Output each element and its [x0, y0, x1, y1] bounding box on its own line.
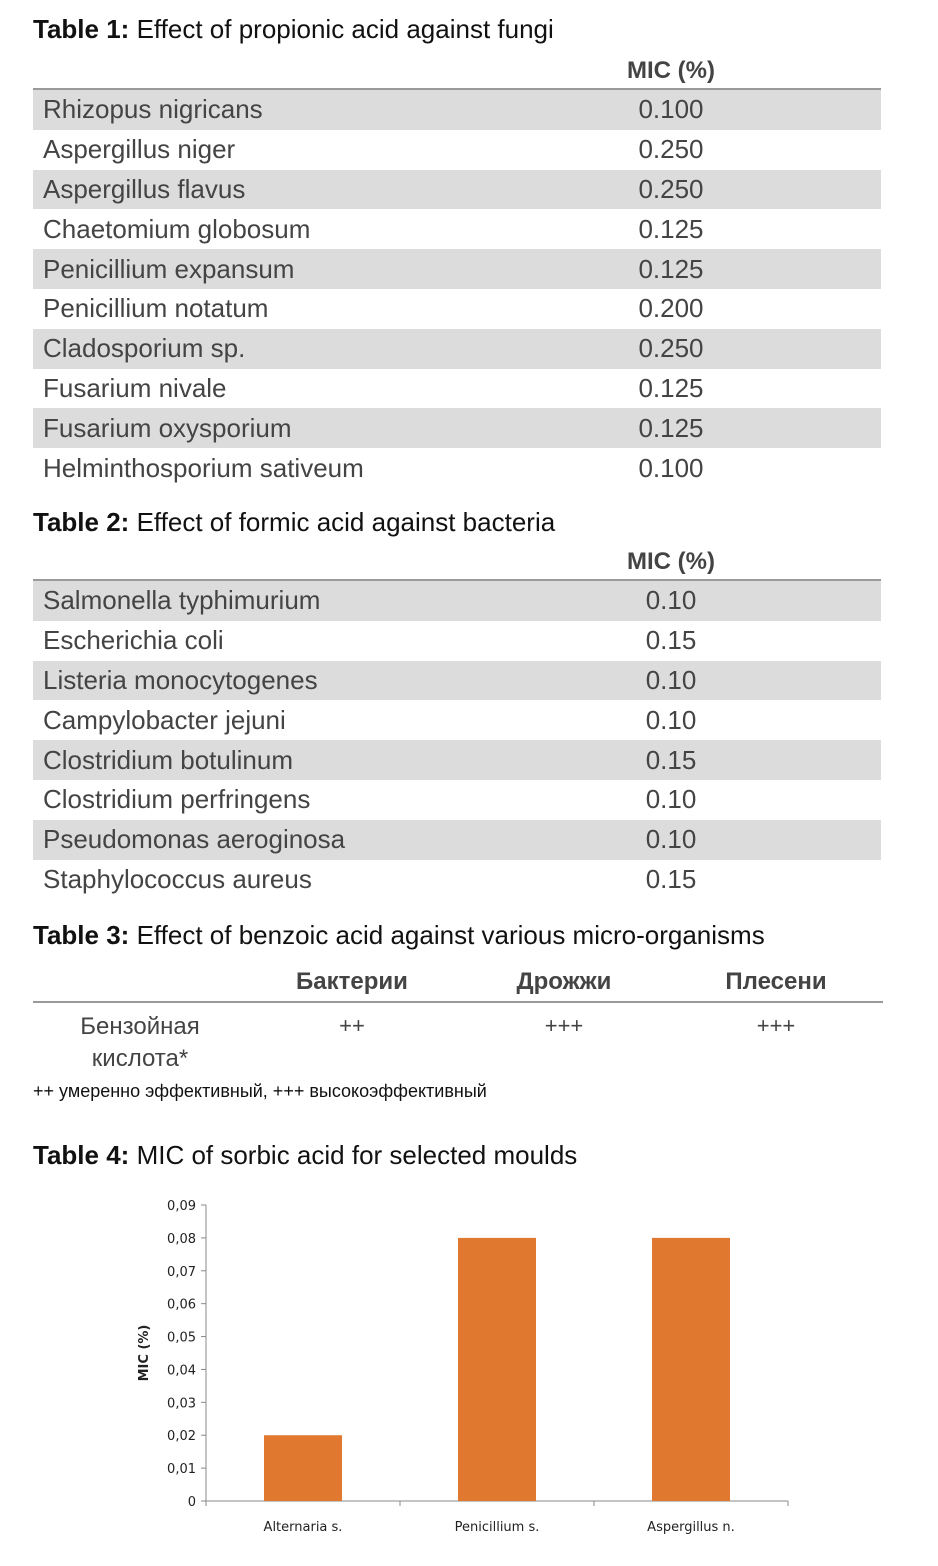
- row-value: 0.100: [638, 94, 704, 125]
- row-value: 0.125: [638, 372, 704, 403]
- y-tick-label: 0,04: [167, 1363, 196, 1379]
- table3-rule: [33, 1001, 883, 1003]
- table2-label: Table 2:: [33, 507, 130, 537]
- row-value: 0.125: [638, 213, 704, 244]
- row-name: Aspergillus niger: [43, 134, 236, 165]
- row-value: 0.15: [645, 863, 697, 894]
- y-tick-label: 0,01: [167, 1462, 196, 1478]
- table-row: [33, 170, 881, 210]
- y-tick-label: 0,05: [167, 1330, 196, 1346]
- row-name: Penicillium expansum: [43, 253, 295, 284]
- table1: [33, 88, 881, 488]
- row-value: 0.100: [638, 452, 704, 483]
- row-value: 0.125: [638, 412, 704, 443]
- table-row: [33, 130, 881, 170]
- row-value: 0.15: [645, 744, 697, 775]
- table-row: [33, 209, 881, 249]
- table-row: [33, 249, 881, 289]
- table-row: [33, 621, 881, 661]
- table3-col-moulds: Плесени: [725, 968, 827, 995]
- table3-title: [33, 920, 765, 950]
- table3-row-name-line2: кислота*: [91, 1045, 189, 1072]
- table2-caption: Effect of formic acid against bacteria: [136, 507, 556, 537]
- y-tick-label: 0,06: [167, 1297, 196, 1313]
- table2-title: [33, 507, 555, 537]
- x-tick-label: Aspergillus n.: [647, 1520, 735, 1535]
- table4-label: Table 4:: [33, 1140, 130, 1170]
- table-row: [33, 581, 881, 621]
- table4-title: [33, 1140, 577, 1170]
- table3-caption: Effect of benzoic acid against various micro-organisms: [136, 920, 765, 950]
- table3-col-bacteria: Бактерии: [296, 968, 408, 995]
- row-name: Salmonella typhimurium: [43, 585, 321, 616]
- y-axis-label: MIC (%): [137, 1324, 152, 1382]
- table-row: [33, 700, 881, 740]
- y-tick-label: 0,03: [167, 1396, 196, 1412]
- row-name: Fusarium oxysporium: [43, 412, 292, 443]
- row-name: Rhizopus nigricans: [43, 94, 263, 125]
- row-value: 0.125: [638, 253, 704, 284]
- row-name: Campylobacter jejuni: [43, 704, 286, 735]
- table2-column-header: MIC (%): [627, 548, 715, 575]
- table4-caption: MIC of sorbic acid for selected moulds: [136, 1140, 578, 1170]
- y-tick-label: 0,08: [167, 1231, 196, 1247]
- table-row: [33, 369, 881, 409]
- sorbic-acid-bar-chart: [0, 1185, 938, 1555]
- row-value: 0.10: [645, 824, 697, 855]
- table2: [33, 579, 881, 899]
- table3-row-name-line1: Бензойная: [80, 1013, 200, 1040]
- table1-label: Table 1:: [33, 14, 130, 44]
- table3-col-yeast: Дрожжи: [516, 968, 612, 995]
- row-value: 0.200: [638, 293, 704, 324]
- row-name: Listeria monocytogenes: [43, 664, 318, 695]
- bar-penicillium-s: [458, 1238, 536, 1501]
- table3-label: Table 3:: [33, 920, 130, 950]
- row-name: Chaetomium globosum: [43, 213, 311, 244]
- table3-value-bacteria: ++: [339, 1013, 365, 1038]
- bar-alternaria-s: [264, 1435, 342, 1501]
- row-name: Helminthosporium sativeum: [43, 452, 364, 483]
- row-value: 0.10: [645, 784, 697, 815]
- table-row: [33, 448, 881, 488]
- table-row: [33, 329, 881, 369]
- table-row: [33, 740, 881, 780]
- row-value: 0.10: [645, 664, 697, 695]
- row-value: 0.250: [638, 173, 704, 204]
- bar-aspergillus-n: [652, 1238, 730, 1501]
- row-value: 0.10: [645, 704, 697, 735]
- table1-column-header: MIC (%): [627, 57, 715, 84]
- row-name: Cladosporium sp.: [43, 333, 246, 364]
- row-name: Clostridium perfringens: [43, 784, 311, 815]
- row-value: 0.250: [638, 333, 704, 364]
- row-name: Staphylococcus aureus: [43, 863, 312, 894]
- table-row: [33, 661, 881, 701]
- table3-value-moulds: +++: [756, 1013, 796, 1038]
- row-value: 0.10: [645, 585, 697, 616]
- row-value: 0.15: [645, 625, 697, 656]
- y-tick-label: 0,02: [167, 1429, 196, 1445]
- y-tick-label: 0: [187, 1495, 196, 1510]
- table3-value-yeast: +++: [544, 1013, 584, 1038]
- row-name: Clostridium botulinum: [43, 744, 293, 775]
- row-name: Fusarium nivale: [43, 372, 227, 403]
- table1-body: [33, 90, 881, 488]
- row-value: 0.250: [638, 134, 704, 165]
- table-row: [33, 860, 881, 900]
- table-row: [33, 90, 881, 130]
- x-tick-label: Alternaria s.: [263, 1520, 343, 1535]
- table-row: [33, 408, 881, 448]
- table-row: [33, 820, 881, 860]
- table-row: [33, 289, 881, 329]
- table3-footnote: ++ умеренно эффективный, +++ высокоэффективный: [33, 1081, 487, 1101]
- row-name: Escherichia coli: [43, 625, 224, 656]
- row-name: Pseudomonas aeroginosa: [43, 824, 346, 855]
- x-tick-label: Penicillium s.: [454, 1520, 540, 1535]
- table1-title: [33, 14, 554, 44]
- table3-row-name: [40, 1011, 240, 1075]
- row-name: Penicillium notatum: [43, 293, 269, 324]
- table1-caption: Effect of propionic acid against fungi: [136, 14, 554, 44]
- table2-body: [33, 581, 881, 899]
- y-tick-label: 0,09: [167, 1199, 196, 1214]
- row-name: Aspergillus flavus: [43, 173, 246, 204]
- table-row: [33, 780, 881, 820]
- y-tick-label: 0,07: [167, 1264, 196, 1280]
